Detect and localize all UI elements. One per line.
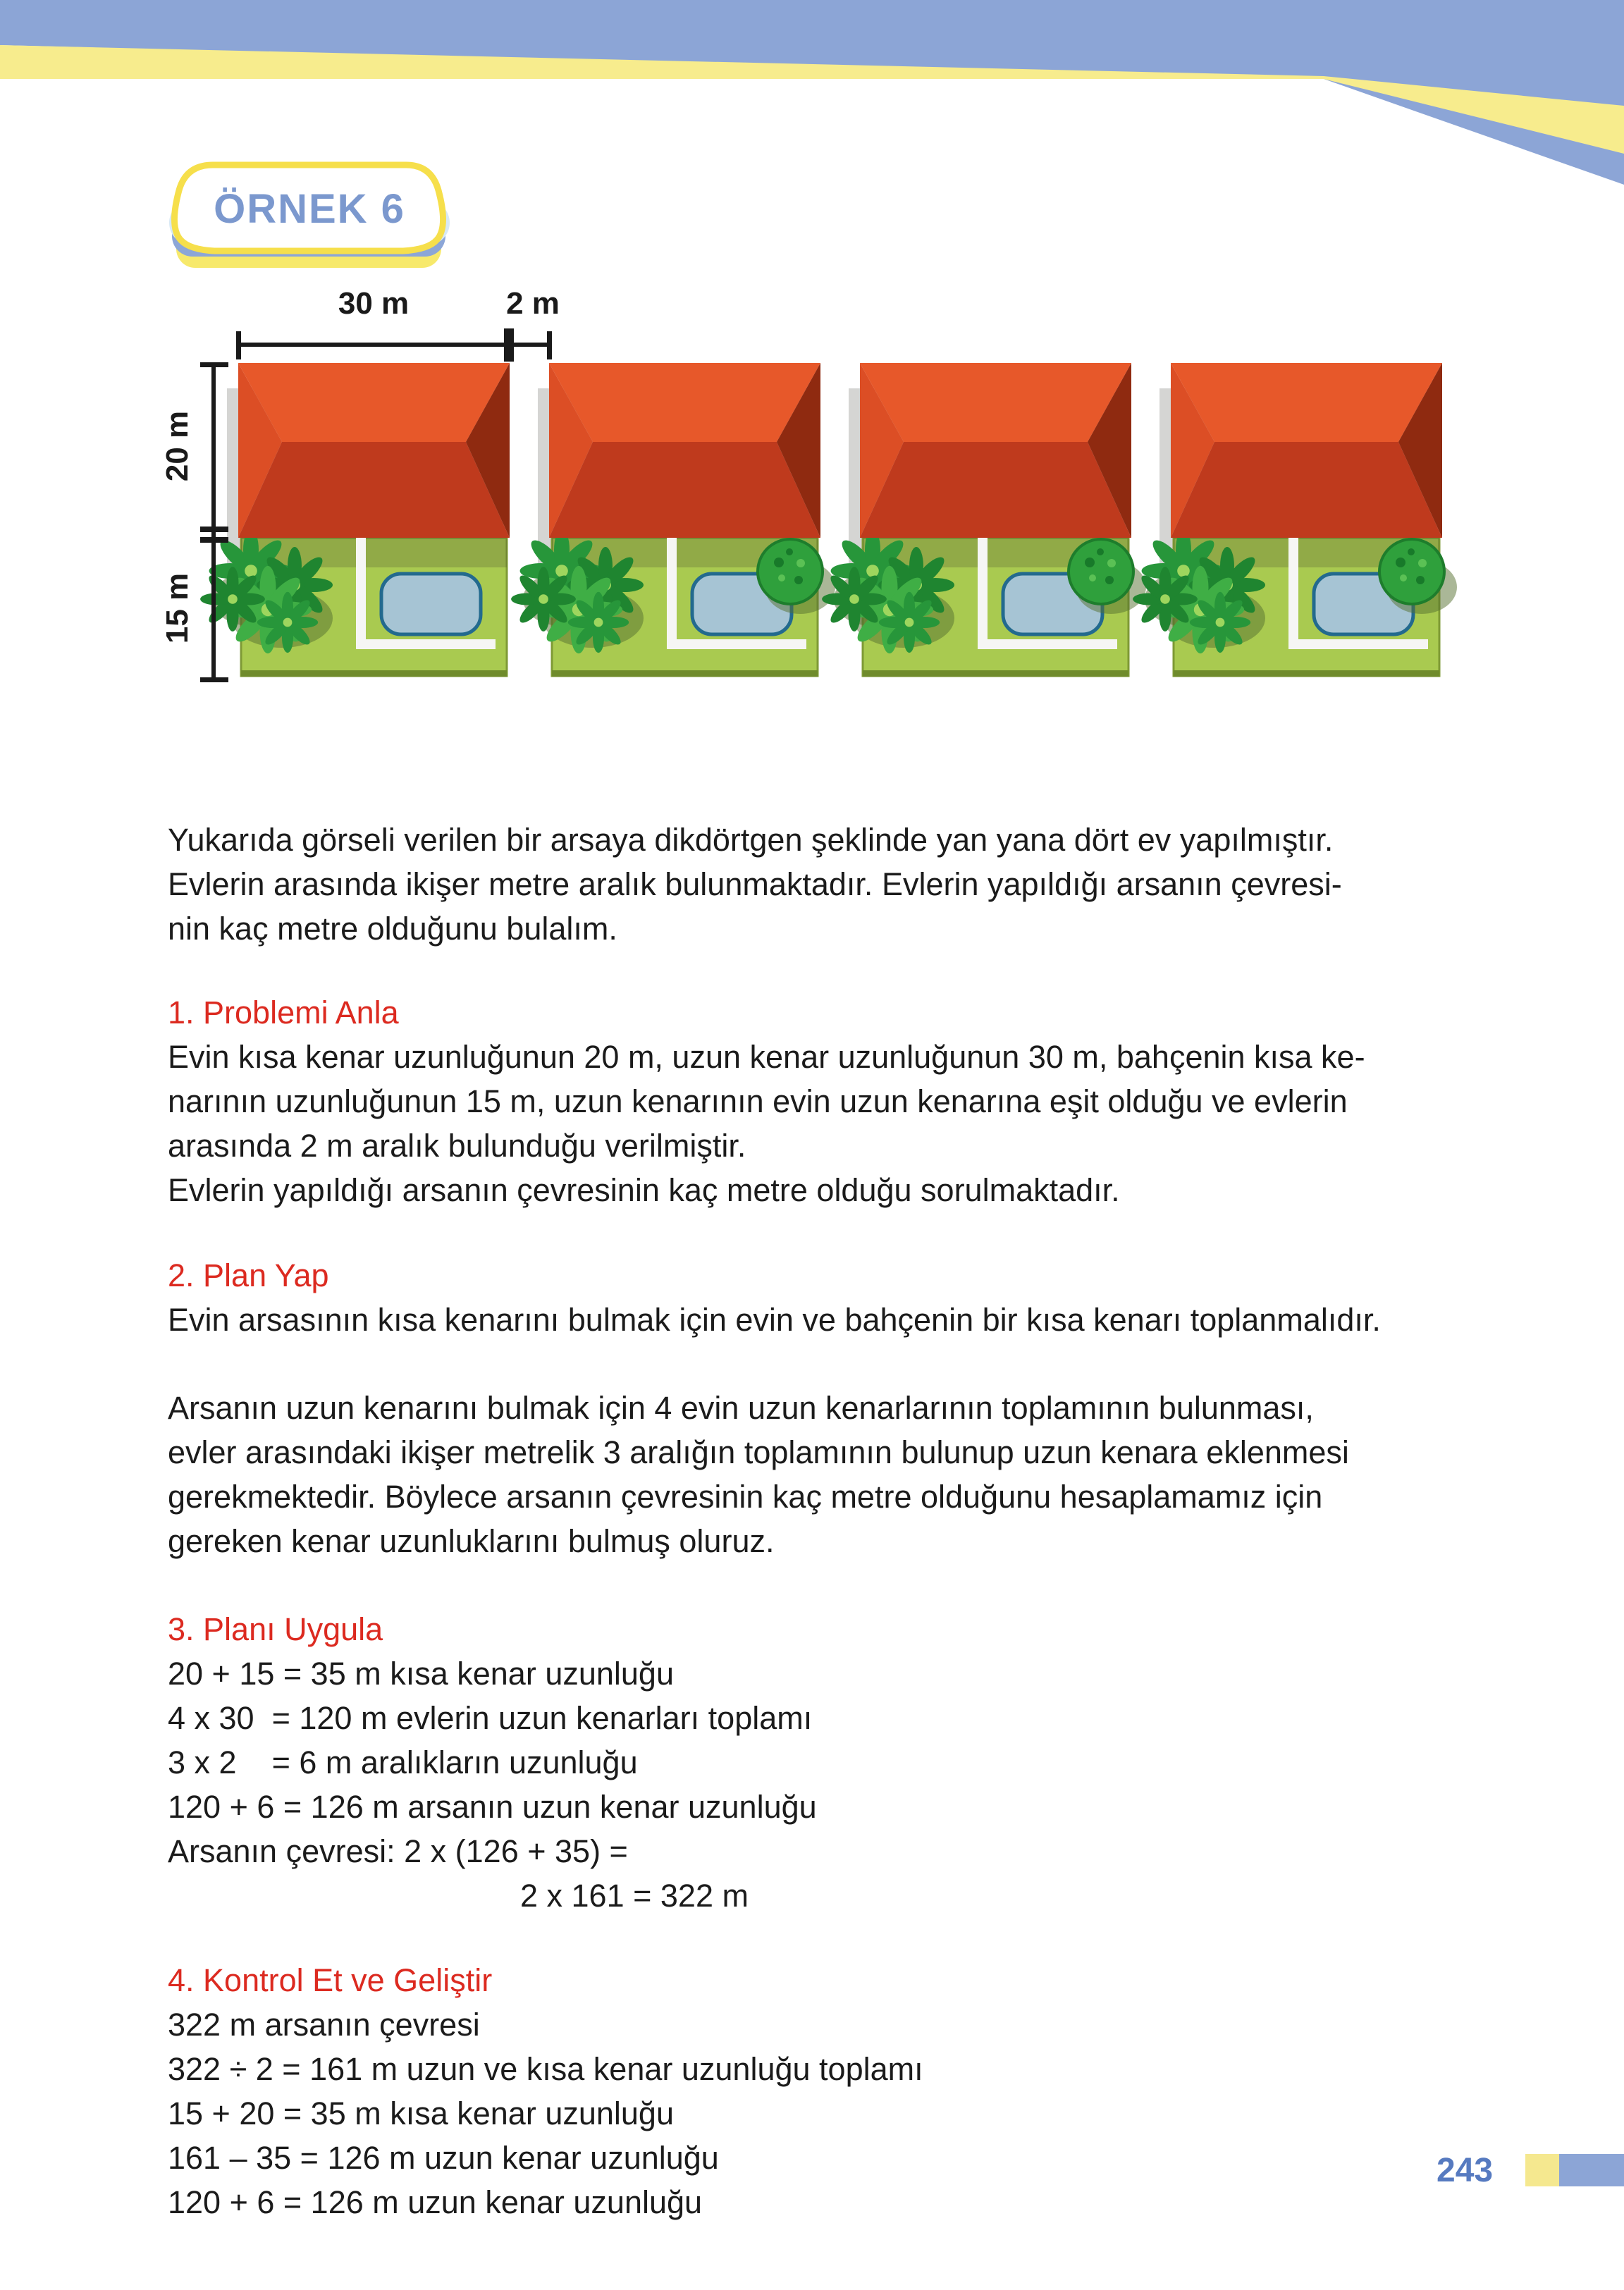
section-1-body xyxy=(168,1035,1472,1212)
intro-paragraph xyxy=(168,818,1472,951)
footer-accent-yellow xyxy=(1525,2154,1559,2186)
body-line: Evlerin yapıldığı arsanın çevresinin kaç metre olduğu sorulmaktadır. xyxy=(168,1172,1120,1208)
calc-line: 20 + 15 = 35 m kısa kenar uzunluğu xyxy=(168,1656,674,1692)
tick-double-b xyxy=(200,537,228,543)
calc-line: 120 + 6 = 126 m uzun kenar uzunluğu xyxy=(168,2184,703,2220)
house-3 xyxy=(822,363,1146,677)
section-3-title: 3. Planı Uygula xyxy=(168,1611,383,1647)
tick-left xyxy=(236,331,241,359)
tick-top xyxy=(200,362,228,367)
section-4-body xyxy=(168,2002,1472,2224)
calc-line: 3 x 2 = 6 m aralıkların uzunluğu xyxy=(168,1744,638,1780)
body-line: gerekmektedir. Böylece arsanın çevresinin kaç metre olduğunu hesaplamamız için xyxy=(168,1479,1323,1515)
section-3-body xyxy=(168,1651,1472,1918)
badge-label: ÖRNEK 6 xyxy=(214,186,405,232)
tick-mid-thick xyxy=(504,328,514,362)
calc-line: 161 – 35 = 126 m uzun kenar uzunluğu xyxy=(168,2140,719,2176)
calc-line: 15 + 20 = 35 m kısa kenar uzunluğu xyxy=(168,2095,674,2131)
body-line: gereken kenar uzunluklarını bulmuş oluruz. xyxy=(168,1523,775,1559)
calc-line-indented: 2 x 161 = 322 m xyxy=(520,1878,749,1914)
intro-line: Yukarıda görseli verilen bir arsaya dikdörtgen şeklinde yan yana dört ev yapılmıştır. xyxy=(168,822,1334,858)
body-line: Arsanın uzun kenarını bulmak için 4 evin uzun kenarlarının toplamının bulunması, xyxy=(168,1390,1314,1426)
section-2-para1 xyxy=(168,1298,1472,1342)
section-2-para2 xyxy=(168,1386,1472,1563)
calc-line: Arsanın çevresi: 2 x (126 + 35) = xyxy=(168,1833,628,1869)
roof-depth-label: 20 m xyxy=(160,410,195,482)
house-1 xyxy=(200,363,510,677)
calc-line: 322 m arsanın çevresi xyxy=(168,2007,480,2043)
intro-line: Evlerin arasında ikişer metre aralık bulunmaktadır. Evlerin yapıldığı arsanın çevresi- xyxy=(168,866,1342,902)
width-label: 30 m xyxy=(338,286,410,321)
calc-line: 120 + 6 = 126 m arsanın uzun kenar uzunluğu xyxy=(168,1789,817,1825)
garden-depth-label: 15 m xyxy=(160,572,195,644)
footer-accent-blue xyxy=(1559,2154,1624,2186)
body-line: Evin arsasının kısa kenarını bulmak için evin ve bahçenin bir kısa kenarı toplanmalıdır. xyxy=(168,1302,1381,1338)
section-2-title: 2. Plan Yap xyxy=(168,1257,329,1293)
calc-line: 4 x 30 = 120 m evlerin uzun kenarları toplamı xyxy=(168,1700,813,1736)
calc-line: 322 ÷ 2 = 161 m uzun ve kısa kenar uzunluğu toplamı xyxy=(168,2051,923,2087)
site-plan-diagram xyxy=(0,271,1624,712)
gap-label: 2 m xyxy=(506,286,560,321)
house-2 xyxy=(511,363,835,677)
example-badge xyxy=(161,159,464,279)
tick-bottom xyxy=(200,677,228,682)
body-line: Evin kısa kenar uzunluğunun 20 m, uzun kenar uzunluğunun 30 m, bahçenin kısa ke- xyxy=(168,1039,1365,1075)
body-line: narının uzunluğunun 15 m, uzun kenarının evin uzun kenarına eşit olduğu ve evlerin xyxy=(168,1083,1348,1119)
body-line: evler arasındaki ikişer metrelik 3 aralığın toplamının bulunup uzun kenara eklenmesi xyxy=(168,1434,1349,1470)
section-1-title: 1. Problemi Anla xyxy=(168,995,399,1030)
tick-double-a xyxy=(200,527,228,532)
tick-right xyxy=(547,331,552,359)
intro-line: nin kaç metre olduğunu bulalım. xyxy=(168,911,617,947)
section-4-title: 4. Kontrol Et ve Geliştir xyxy=(168,1962,493,1998)
page-number: 243 xyxy=(1437,2152,1494,2189)
house-4 xyxy=(1133,363,1457,677)
body-line: arasında 2 m aralık bulunduğu verilmiştir. xyxy=(168,1128,746,1164)
